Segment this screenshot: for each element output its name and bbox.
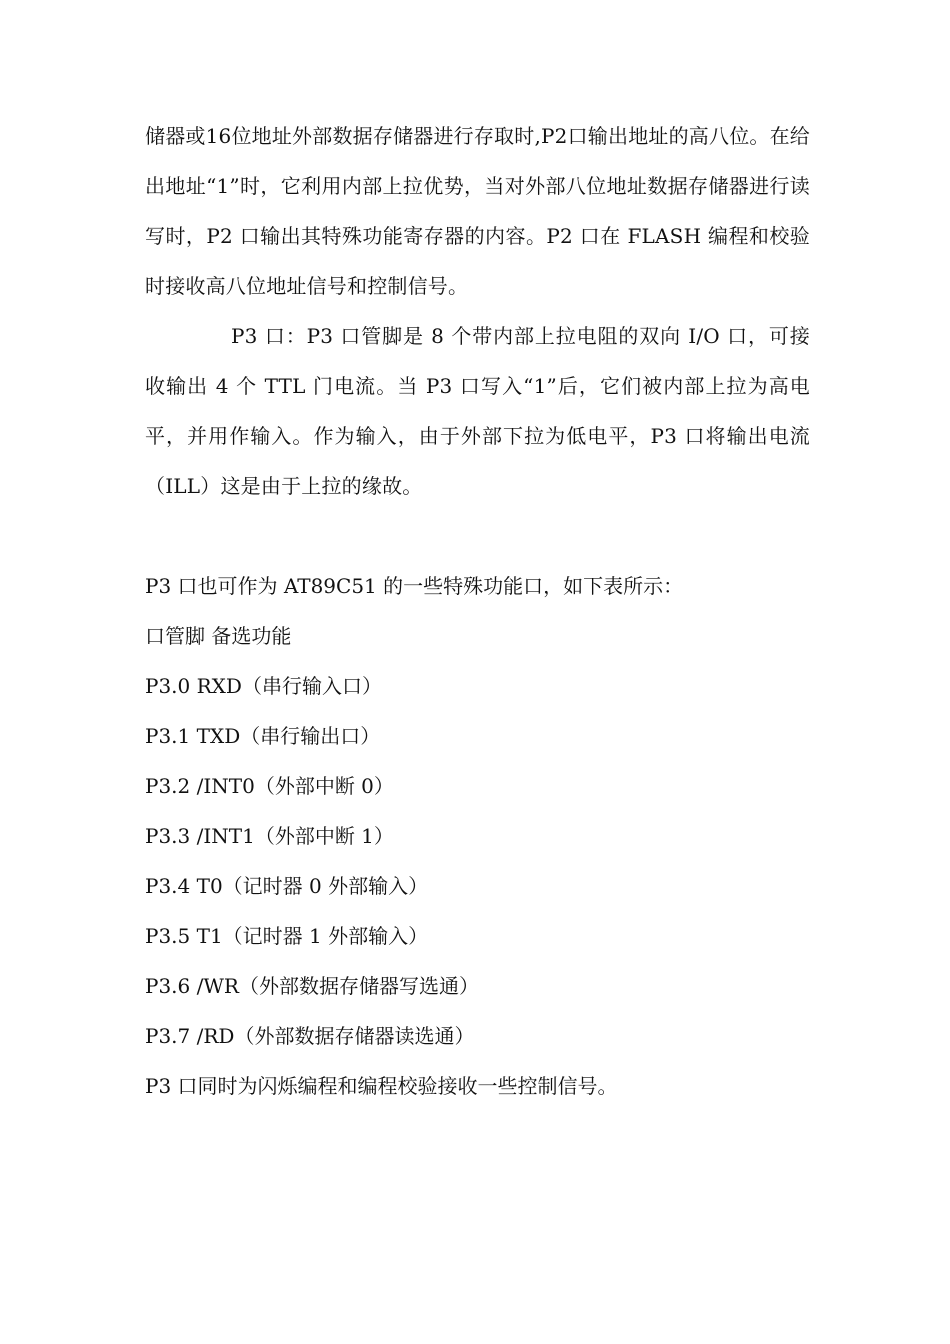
p3-function-intro: P3 口也可作为 AT89C51 的一些特殊功能口，如下表所示： (145, 574, 684, 598)
pin-row-p3-4: P3.4 T0（记时器 0 外部输入） (145, 874, 429, 898)
closing-sentence: P3 口同时为闪烁编程和编程校验接收一些控制信号。 (145, 1074, 618, 1098)
pin-row-p3-7: P3.7 /RD（外部数据存储器读选通） (145, 1024, 475, 1048)
pin-row-p3-0: P3.0 RXD（串行输入口） (145, 674, 382, 698)
pin-table-header: 口管脚 备选功能 (145, 624, 292, 648)
pin-row-p3-2: P3.2 /INT0（外部中断 0） (145, 774, 394, 798)
pin-row-p3-1: P3.1 TXD（串行输出口） (145, 724, 381, 748)
p2-port-paragraph: 储器或16位地址外部数据存储器进行存取时,P2口输出地址的高八位。在给出地址“1”时，它利用内部上拉优势，当对外部八位地址数据存储器进行读写时，P2 口输出其特殊功能寄存器的内容。P2 口在 FLASH 编程和校验时接收高八位地址信号和控制信号。 (145, 124, 810, 298)
pin-row-p3-3: P3.3 /INT1（外部中断 1） (145, 824, 394, 848)
p3-port-paragraph: P3 口：P3 口管脚是 8 个带内部上拉电阻的双向 I/O 口，可接收输出 4 个 TTL 门电流。当 P3 口写入“1”后，它们被内部上拉为高电平，并用作输入。作为输入，由于外部下拉为低电平，P3 口将输出电流（ILL）这是由于上拉的缘故。 (145, 324, 810, 498)
pin-row-p3-5: P3.5 T1（记时器 1 外部输入） (145, 924, 429, 948)
pin-row-p3-6: P3.6 /WR（外部数据存储器写选通） (145, 974, 479, 998)
